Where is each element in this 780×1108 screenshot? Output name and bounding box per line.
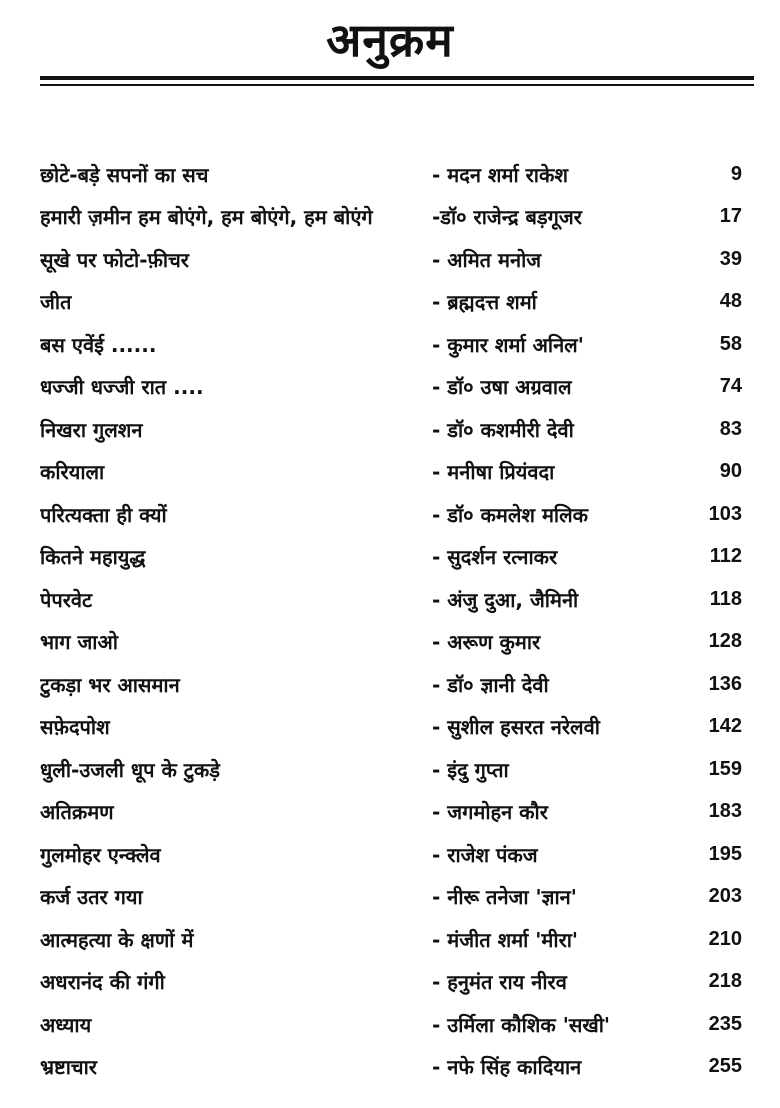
entry-title: अधरानंद की गंगी xyxy=(40,970,165,995)
entry-title: गुलमोहर एन्क्लेव xyxy=(40,842,161,867)
toc-entry xyxy=(40,493,742,536)
toc-entry xyxy=(40,1003,742,1046)
toc-entry xyxy=(40,961,742,1004)
entry-author: - मदन शर्मा राकेश xyxy=(432,162,568,187)
entry-author: - इंदु गुप्ता xyxy=(432,757,509,782)
entry-author: - ब्रह्मदत्त शर्मा xyxy=(432,290,537,315)
entry-page-number: 103 xyxy=(708,502,742,525)
entry-author: - अरूण कुमार xyxy=(432,630,541,655)
entry-title: हमारी ज़मीन हम बोएंगे, हम बोएंगे, हम बोएंगे xyxy=(40,205,373,230)
entry-title: धुली-उजली धूप के टुकड़े xyxy=(40,757,220,782)
entry-author: - हनुमंत राय नीरव xyxy=(432,970,567,995)
entry-page-number: 39 xyxy=(719,247,742,270)
entry-author: - नीरू तनेजा 'ज्ञान' xyxy=(432,885,577,910)
entry-page-number: 112 xyxy=(709,545,742,568)
entry-page-number: 183 xyxy=(708,800,742,823)
entry-title: पेपरवेट xyxy=(40,587,93,612)
toc-entry xyxy=(40,153,742,196)
entry-author: - सुदर्शन रत्नाकर xyxy=(432,545,558,570)
entry-title: निखरा गुलशन xyxy=(40,417,143,442)
toc-entry xyxy=(40,748,742,791)
entry-page-number: 218 xyxy=(708,970,742,993)
toc-entry xyxy=(40,238,742,281)
entry-title: अतिक्रमण xyxy=(40,800,114,825)
toc-entry xyxy=(40,621,742,664)
entry-page-number: 142 xyxy=(708,715,742,738)
entry-author: - डॉ० कशमीरी देवी xyxy=(432,417,574,442)
entry-title: धज्जी धज्जी रात .... xyxy=(40,375,204,400)
entry-page-number: 17 xyxy=(719,205,742,228)
entry-title: परित्यक्ता ही क्यों xyxy=(40,502,167,527)
toc-entry xyxy=(40,578,742,621)
entry-author: - मंजीत शर्मा 'मीरा' xyxy=(432,927,579,952)
entry-author: - उर्मिला कौशिक 'सखी' xyxy=(432,1012,611,1037)
entry-page-number: 255 xyxy=(708,1055,742,1078)
entry-title: टुकड़ा भर आसमान xyxy=(40,672,180,697)
entry-title: भ्रष्टाचार xyxy=(40,1055,97,1080)
entry-title: छोटे-बड़े सपनों का सच xyxy=(40,162,209,187)
toc-entry xyxy=(40,196,742,239)
entry-page-number: 203 xyxy=(708,885,742,908)
entry-author: - जगमोहन कौर xyxy=(432,800,548,825)
entry-title: अध्याय xyxy=(40,1012,92,1037)
entry-author: - मनीषा प्रियंवदा xyxy=(432,460,555,485)
entry-page-number: 235 xyxy=(708,1012,742,1035)
entry-page-number: 159 xyxy=(708,757,742,780)
entry-author: - सुशील हसरत नरेलवी xyxy=(432,715,600,740)
entry-author: - अंजु दुआ, जैमिनी xyxy=(432,587,579,612)
entry-author: - डॉ० कमलेश मलिक xyxy=(432,502,589,527)
toc-entry xyxy=(40,706,742,749)
entry-title: सफ़ेदपोश xyxy=(40,715,110,740)
entry-page-number: 210 xyxy=(708,927,742,950)
toc-entry xyxy=(40,451,742,494)
toc-entry xyxy=(40,408,742,451)
entry-author: -डॉ० राजेन्द्र बड़गूजर xyxy=(432,205,582,230)
entry-title: कर्ज उतर गया xyxy=(40,885,143,910)
entry-title: करियाला xyxy=(40,460,105,485)
toc-entry xyxy=(40,1046,742,1089)
entry-title: आत्महत्या के क्षणों में xyxy=(40,927,194,952)
entry-page-number: 128 xyxy=(708,630,742,653)
title-rule-thin xyxy=(40,84,754,86)
toc-entry xyxy=(40,366,742,409)
entry-page-number: 83 xyxy=(719,417,742,440)
entry-page-number: 9 xyxy=(730,162,742,185)
toc-entry xyxy=(40,833,742,876)
toc-entry xyxy=(40,918,742,961)
entry-page-number: 58 xyxy=(719,332,742,355)
toc-entry xyxy=(40,791,742,834)
title-rule-thick xyxy=(40,76,754,80)
entry-page-number: 48 xyxy=(719,290,742,313)
table-of-contents xyxy=(40,153,742,1088)
entry-page-number: 195 xyxy=(708,842,742,865)
entry-title: सूखे पर फोटो-फ़ीचर xyxy=(40,247,189,272)
entry-page-number: 90 xyxy=(719,460,742,483)
toc-entry xyxy=(40,663,742,706)
entry-author: - नफे सिंह कादियान xyxy=(432,1055,582,1080)
entry-author: - डॉ० उषा अग्रवाल xyxy=(432,375,572,400)
toc-entry xyxy=(40,876,742,919)
entry-page-number: 74 xyxy=(719,375,742,398)
entry-page-number: 136 xyxy=(708,672,742,695)
entry-author: - कुमार शर्मा अनिल' xyxy=(432,332,584,357)
entry-title: जीत xyxy=(40,290,72,315)
entry-author: - डॉ० ज्ञानी देवी xyxy=(432,672,549,697)
entry-author: - अमित मनोज xyxy=(432,247,542,272)
entry-title: भाग जाओ xyxy=(40,630,118,655)
entry-page-number: 118 xyxy=(709,587,742,610)
page-title: अनुक्रम xyxy=(326,13,454,67)
entry-author: - राजेश पंकज xyxy=(432,842,538,867)
entry-title: बस एवेंई ...... xyxy=(40,332,157,357)
toc-entry xyxy=(40,323,742,366)
toc-entry xyxy=(40,536,742,579)
entry-title: कितने महायुद्ध xyxy=(40,545,146,570)
toc-entry xyxy=(40,281,742,324)
